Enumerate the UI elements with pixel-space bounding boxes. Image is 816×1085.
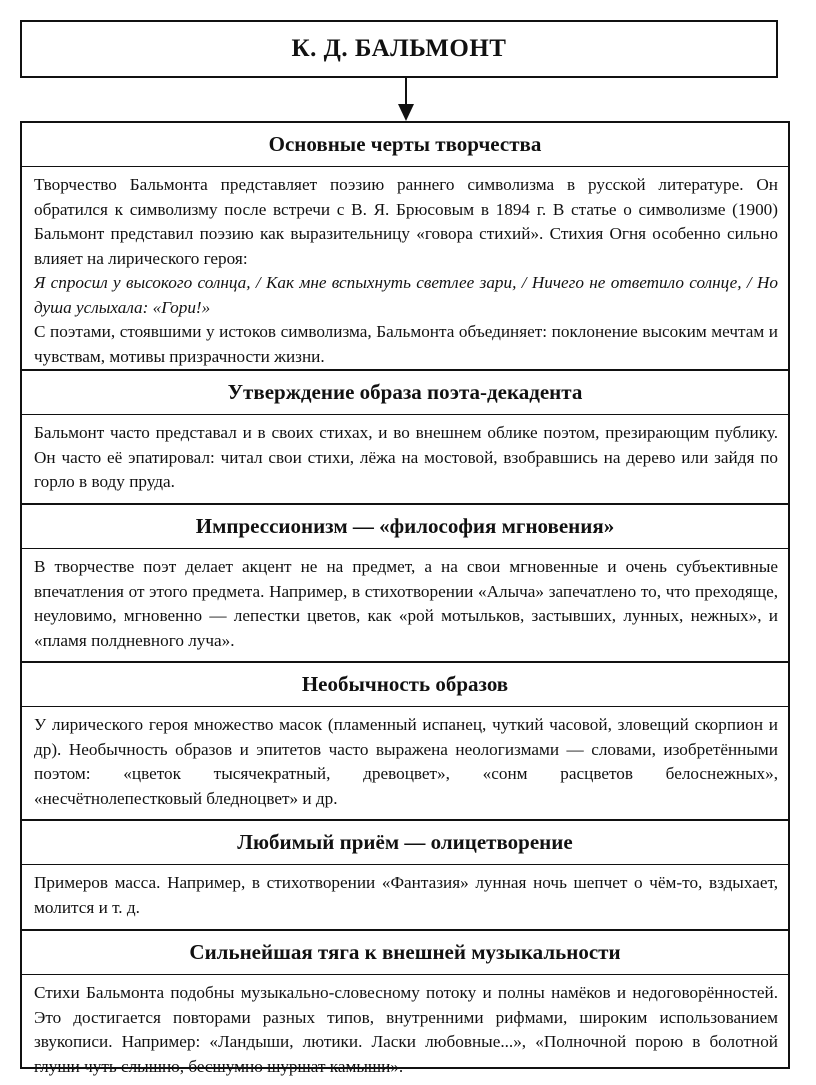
section-heading-main-features: Основные черты творчества (22, 123, 788, 167)
paragraph: В творчестве поэт делает акцент не на предмет, а на свои мгновенные и очень субъективные впечатления от этого предмета. Например, в стихотворении «Алыча» запечатлено то, что преходяще, неуловимо, мгновенно — лепестки цветов, как «рой мотыльков, застывших, лунных, нежных», и «пламя полдневного луча». (34, 557, 778, 650)
paragraph: С поэтами, стоявшими у истоков символизма, Бальмонта объединяет: поклонение высоким мечтам и чувствам, мотивы призрачности жизни. (34, 322, 778, 366)
paragraph: Творчество Бальмонта представляет поэзию раннего символизма в русской литературе. Он обратился к символизму после встречи с В. Я. Брюсовым в 1894 г. В статье о символизме (1900) Бальмонт представил поэзию как выразительницу «говора стихий». Стихия Огня особенно сильно влияет на лирического героя: (34, 175, 778, 268)
page-title: К. Д. БАЛЬМОНТ (20, 20, 778, 78)
section-heading-musicality: Сильнейшая тяга к внешней музыкальности (22, 931, 788, 975)
section-heading-personification: Любимый приём — олицетворение (22, 821, 788, 865)
paragraph: Бальмонт часто представал и в своих стихах, и во внешнем облике поэтом, презирающим публику. Он часто её эпатировал: читал свои стихи, лёжа на мостовой, взобравшись на дерево или зайдя по горло в воду пруда. (34, 423, 778, 491)
section-heading-impressionism: Импрессионизм — «философия мгновения» (22, 505, 788, 549)
section-body-impressionism (22, 549, 788, 663)
section-body-personification (22, 865, 788, 931)
down-arrow-icon (396, 78, 416, 122)
section-heading-unusual-images: Необычность образов (22, 663, 788, 707)
section-body-unusual-images (22, 707, 788, 821)
content-table (20, 121, 790, 1076)
paragraph: Примеров масса. Например, в стихотворении «Фантазия» лунная ночь шепчет о чём-то, вздыхает, молится и т. д. (34, 873, 778, 917)
section-body-musicality (22, 975, 788, 1085)
poem-quote: Я спросил у высокого солнца, / Как мне вспыхнуть светлее зари, / Ничего не ответило солнце, / Но душа услыхала: «Гори!» (34, 273, 778, 317)
section-heading-decadent-poet: Утверждение образа поэта-декадента (22, 371, 788, 415)
paragraph: У лирического героя множество масок (пламенный испанец, чуткий часовой, зловещий скорпион и др). Необычность образов и эпитетов часто выражена неологизмами — словами, изобретёнными поэтом: «цветок тысячекратный, древоцвет», «сонм расцветов белоснежных», «несчётнолепестковый бледноцвет» и др. (34, 715, 778, 808)
section-body-decadent-poet (22, 415, 788, 505)
section-body-main-features (22, 167, 788, 371)
paragraph: Стихи Бальмонта подобны музыкально-словесному потоку и полны намёков и недоговорённостей. Это достигается повторами разных типов, внутренними рифмами, широким использованием звукописи. Например: «Ландыши, лютики. Ласки любовные...», «Полночной порою в болотной глуши чуть слышно, бесшумно шуршат камыши». (34, 983, 778, 1076)
